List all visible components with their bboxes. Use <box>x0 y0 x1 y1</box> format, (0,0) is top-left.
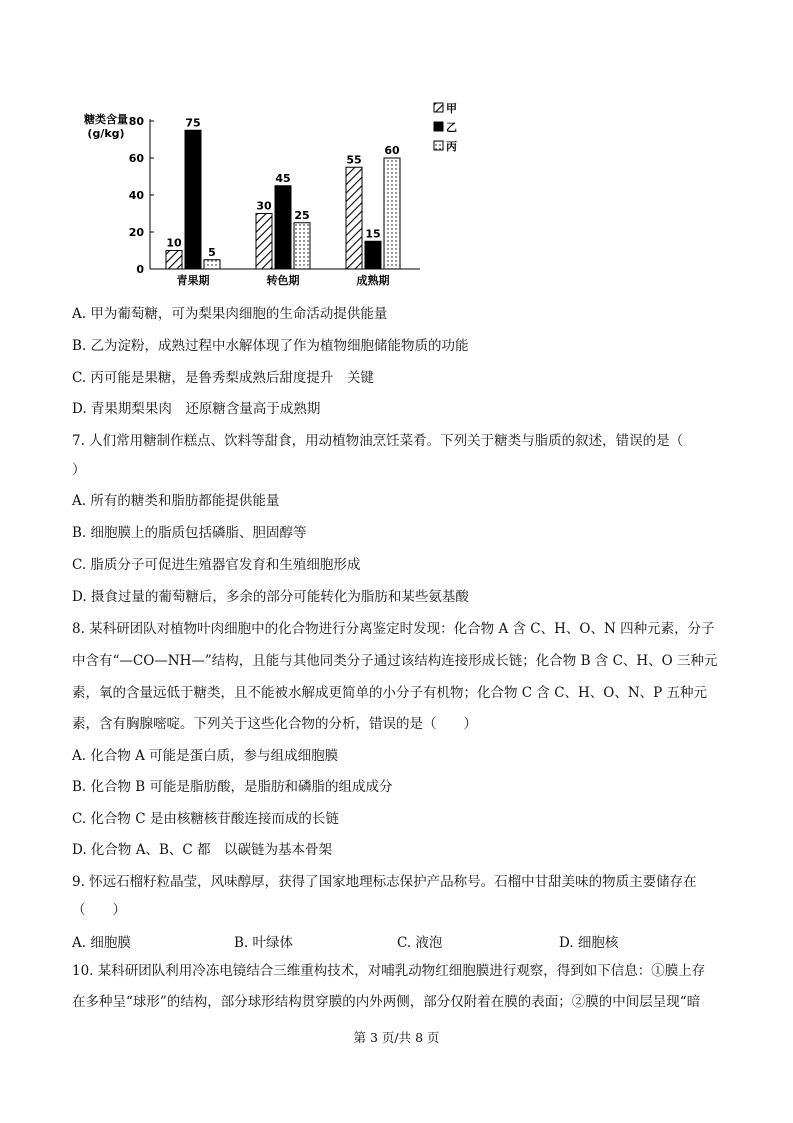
q10-stem-line1: 10. 某科研团队利用冷冻电镜结合三维重构技术，对哺乳动物红细胞膜进行观察，得到如下信息：①膜上存 <box>72 963 706 979</box>
bar-甲-青果期 <box>166 251 182 270</box>
y-tick-label: 20 <box>128 226 144 239</box>
q6-option-d: D. 青果期梨果肉 还原糖含量高于成熟期 <box>72 401 321 417</box>
bar-乙-青果期 <box>185 130 201 269</box>
q9-stem-line2: （ ） <box>72 902 126 918</box>
q6-option-a: A. 甲为葡萄糖，可为梨果肉细胞的生命活动提供能量 <box>72 306 388 322</box>
q7-stem-line2: ） <box>72 462 86 478</box>
q8-stem-line2: 中含有“—CO—NH—”结构，且能与其他同类分子通过该结构连接形成长链；化合物 B 含 C、H、O 三种元 <box>72 653 718 669</box>
bar-甲-转色期 <box>256 214 272 270</box>
q7-stem-line1: 7. 人们常用糖制作糕点、饮料等甜食，用动植物油烹饪菜肴。下列关于糖类与脂质的叙述，错误的是（ <box>72 433 684 449</box>
q9-option-a: A. 细胞膜 <box>72 935 131 951</box>
bar-丙-转色期 <box>294 223 310 269</box>
q8-option-a: A. 化合物 A 可能是蛋白质，参与组成细胞膜 <box>72 748 339 764</box>
bar-乙-成熟期 <box>365 241 381 269</box>
y-axis-unit: (g/kg) <box>87 127 125 140</box>
q8-stem-line1: 8. 某科研团队对植物叶肉细胞中的化合物进行分离鉴定时发现：化合物 A 含 C、H、O、N 四种元素，分子 <box>72 621 715 637</box>
chart-svg <box>70 95 460 295</box>
legend-label: 乙 <box>446 121 457 134</box>
bar-value-label: 15 <box>365 227 381 241</box>
bar-value-label: 60 <box>384 144 400 157</box>
q8-option-b: B. 化合物 B 可能是脂肪酸，是脂肪和磷脂的组成成分 <box>72 779 393 795</box>
bar-value-label: 45 <box>275 171 291 185</box>
x-category-label: 转色期 <box>266 274 300 287</box>
legend-label: 甲 <box>446 102 457 115</box>
bar-value-label: 30 <box>256 199 272 213</box>
q7-option-b: B. 细胞膜上的脂质包括磷脂、胆固醇等 <box>72 525 307 541</box>
bar-丙-成熟期 <box>384 158 400 269</box>
q6-option-c: C. 丙可能是果糖，是鲁秀梨成熟后甜度提升 关键 <box>72 370 374 386</box>
x-category-label: 青果期 <box>176 274 210 287</box>
q8-option-d: D. 化合物 A、B、C 都 以碳链为基本骨架 <box>72 842 333 858</box>
q7-option-d: D. 摄食过量的葡萄糖后，多余的部分可能转化为脂肪和某些氨基酸 <box>72 589 469 605</box>
x-category-label: 成熟期 <box>356 274 390 287</box>
q9-option-c: C. 液泡 <box>397 935 443 951</box>
legend-swatch-丙 <box>434 141 443 150</box>
y-tick-label: 60 <box>128 152 144 165</box>
bar-value-label: 10 <box>166 236 182 250</box>
q7-option-c: C. 脂质分子可促进生殖器官发育和生殖细胞形成 <box>72 557 361 573</box>
q9-option-d: D. 细胞核 <box>559 935 619 951</box>
bar-乙-转色期 <box>275 186 291 269</box>
bar-value-label: 55 <box>346 153 362 167</box>
y-tick-label: 80 <box>128 115 144 128</box>
q8-option-c: C. 化合物 C 是由核糖核苷酸连接而成的长链 <box>72 811 339 827</box>
q8-stem-line3: 素，氧的含量远低于糖类，且不能被水解成更简单的小分子有机物；化合物 C 含 C、H、O、N、P 五种元 <box>72 685 708 701</box>
q8-stem-line4: 素，含有胸腺嘧啶。下列关于这些化合物的分析，错误的是（ ） <box>72 716 477 732</box>
y-axis-label: 糖类含量 <box>84 113 128 126</box>
q9-option-b: B. 叶绿体 <box>234 935 294 951</box>
bar-甲-成熟期 <box>346 167 362 269</box>
legend-swatch-乙 <box>434 122 443 131</box>
q10-stem-line2: 在多种呈“球形”的结构，部分球形结构贯穿膜的内外两侧，部分仅附着在膜的表面；②膜的中间层呈现“暗 <box>72 994 701 1010</box>
q6-option-b: B. 乙为淀粉，成熟过程中水解体现了作为植物细胞储能物质的功能 <box>72 338 469 354</box>
page-footer: 第 3 页/共 8 页 <box>353 1030 440 1045</box>
bar-丙-青果期 <box>204 260 220 269</box>
bar-value-label: 75 <box>185 116 201 130</box>
sugar-content-chart <box>70 95 460 299</box>
q7-option-a: A. 所有的糖类和脂肪都能提供能量 <box>72 493 280 509</box>
y-tick-label: 40 <box>128 189 144 202</box>
y-tick-label: 0 <box>136 263 144 276</box>
bar-value-label: 5 <box>208 245 216 259</box>
legend-label: 丙 <box>446 140 457 153</box>
legend-swatch-甲 <box>434 103 443 112</box>
bar-value-label: 25 <box>294 208 310 222</box>
q9-stem-line1: 9. 怀远石榴籽粒晶莹，风味醇厚，获得了国家地理标志保护产品称号。石榴中甘甜美味的物质主要储存在 <box>72 874 697 890</box>
